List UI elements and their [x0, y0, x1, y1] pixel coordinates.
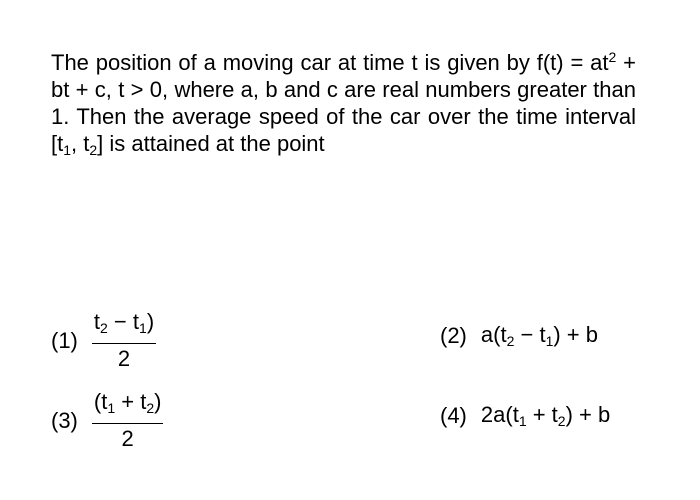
- option-1[interactable]: [51, 310, 156, 371]
- option-4-label: (4): [440, 402, 467, 428]
- question-text: [51, 44, 636, 164]
- subscript-2: 2: [89, 142, 98, 158]
- option-3-denominator: 2: [121, 426, 134, 451]
- option-3[interactable]: [51, 390, 163, 451]
- question-part-3: , t: [71, 131, 90, 156]
- option-4-expression: $2a(t_1 + t_2) + b$: [480, 402, 611, 429]
- option-2[interactable]: [440, 322, 598, 349]
- subscript-1: 1: [63, 142, 72, 158]
- exponent-2: 2: [608, 49, 617, 65]
- option-3-numerator: $(t_1 + t_2)$: [92, 390, 164, 424]
- option-2-label: (2): [440, 322, 467, 348]
- option-1-label: (1): [51, 327, 78, 353]
- question-part-2: + bt + c, t > 0, where a, b and c are real numbers greater than 1. Then the average speed of the car over the time interval [t: [51, 50, 636, 156]
- option-1-numerator: $t_2 - t_1$): [92, 310, 156, 344]
- option-3-label: (3): [51, 407, 78, 433]
- option-1-fraction: [92, 310, 156, 371]
- question-part-4: ] is attained at the point: [97, 131, 325, 156]
- option-1-denominator: 2: [117, 346, 131, 371]
- option-2-expression: $a(t_2 - t_1) + b$: [480, 322, 598, 349]
- question-part-1: The position of a moving car at time t is given by f(t) = at: [51, 50, 609, 75]
- option-3-fraction: [92, 390, 164, 451]
- option-4[interactable]: [440, 402, 610, 429]
